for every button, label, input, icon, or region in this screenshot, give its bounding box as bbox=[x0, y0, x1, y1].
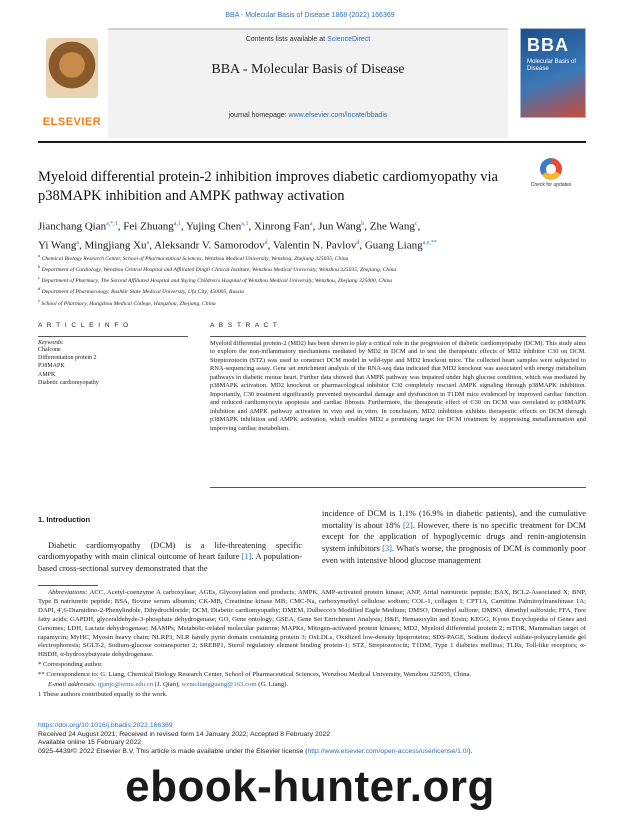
affiliation-text: Department of Cardiology, Wenzhou Central Hospital and Affiliated Dingli Clinical Institute, Wenzhou Medical University, Wenzhou 325035, Zhejiang, China bbox=[41, 267, 397, 274]
author-affil-sup[interactable]: d bbox=[356, 239, 360, 246]
watermark: ebook-hunter.org bbox=[125, 762, 495, 811]
abbreviations-label: Abbreviations: bbox=[48, 589, 88, 596]
journal-name: BBA - Molecular Basis of Disease bbox=[211, 62, 405, 77]
author-affil-sup[interactable]: a bbox=[146, 239, 150, 246]
license-line bbox=[38, 748, 586, 757]
citation-link[interactable]: [1] bbox=[241, 552, 252, 562]
article-info-heading: A R T I C L E I N F O bbox=[38, 322, 130, 329]
abstract-heading: A B S T R A C T bbox=[210, 322, 279, 329]
citation-link[interactable]: [3] bbox=[382, 544, 392, 554]
sciencedirect-link[interactable]: ScienceDirect bbox=[327, 36, 371, 43]
affiliations bbox=[38, 252, 586, 308]
affiliation-sup: c bbox=[38, 275, 40, 281]
license-text: ). bbox=[468, 747, 473, 755]
keyword-item: AMPK bbox=[38, 371, 56, 378]
license-text: 0925-4439/© 2022 Elsevier B.V. This article is made available under the Elsevier license ( bbox=[38, 747, 308, 755]
abstract-text: Myeloid differential protein-2 (MD2) has been shown to play a critical role in the progression of diabetic cardiomyopathy (DCM). This study aims to explore the non-inflammatory mechanisms mediated by MD2 in DCM and to test the therapeutic effects of MD2 inhibitor C30 on DCM. Streptozotocin (STZ) was used to construct DCM model in wild-type and MD2 knockout mice. The collected heart samples were subjected to RNA-sequencing assay. Gene set enrichment analysis of the RNA-seq data indicated that MD2 knockout was associated with energy metabolism pathways in diabetic mouse heart. Further data showed that AMPK pathway was impaired under high glucose condition, which was mediated by p38MAPK activation. MD2 knockout or pharmacological inhibitor C30 completely rescued AMPK signaling through p38MAPK inhibition. Importantly, C30 treatment significantly prevented myocardial damage and dysfunction in T1DM mice evidenced by improved cardiac function and reduced cardiomyocyte apoptosis and cardiac fibrosis. Furthermore, the therapeutic effect of C30 on DCM was correlated to p38MAPK inhibition and AMPK pathway activation in vivo and in vitro. In conclusion, MD2 inhibition exhibits therapeutic effects on DCM through p38MAPK inhibition and AMPK activation, which enables MD2 a promising target for DCM treatment by suppressing metaflammation and improving cardiac metabolism. bbox=[210, 340, 586, 432]
article-title: Myeloid differential protein-2 inhibition improves diabetic cardiomyopathy via p38MAPK inhibition and AMPK pathway activation bbox=[38, 169, 498, 204]
affiliation-sup: e bbox=[38, 297, 40, 303]
footnote-rule bbox=[38, 585, 98, 586]
intro-text: . What's worse, the prognosis of DCM is commonly poor even with intensive blood glucose management bbox=[322, 544, 586, 565]
author-list: Jianchang Qian$^{a,*,1}$, Fei Zhuang$^{a,1}$, Yujing Chen$^{a,1}$, Xinrong Fan$^a$, Jun Wang$^b$, Zhe Wang$^c$, Yi Wang$^a$, Mingjiang Xu$^a$, Aleksandr V. Samorodov$^d$, Valentin N. Pavlov$^d$, Guang Liang$^{a,e,**}$ bbox=[38, 220, 437, 252]
check-updates-icon bbox=[540, 158, 562, 180]
abstract-panel bbox=[210, 322, 586, 433]
correspondence-note: ** Correspondence to: G. Liang, Chemical Biology Research Center, School of Pharmaceutical Sciences, Wenzhou Medical University, Wenzhou 325035, China. bbox=[38, 671, 472, 679]
publication-info bbox=[38, 722, 586, 756]
email-note bbox=[38, 681, 586, 690]
article-info-panel bbox=[38, 322, 188, 387]
email-link[interactable]: qjanjc@wmu.edu.cn bbox=[97, 681, 154, 689]
intro-text: . A population-based cross-sectional survey demonstrated that the bbox=[38, 552, 303, 574]
footnotes bbox=[38, 589, 586, 700]
cover-subtitle: Molecular Basis of Disease bbox=[527, 59, 577, 72]
cover-title: BBA bbox=[527, 35, 569, 55]
affiliation-text: Chemical Biology Research Center, School of Pharmaceutical Sciences, Wenzhou Medical University, Wenzhou, Zhejiang 325035, China bbox=[41, 255, 349, 262]
author-affil-sup[interactable]: a bbox=[309, 221, 313, 227]
email-owner: (G. Liang). bbox=[256, 681, 289, 689]
introduction-heading: 1. Introduction bbox=[38, 515, 91, 524]
author-affil-sup[interactable]: a,*,1 bbox=[106, 221, 118, 227]
author-name[interactable]: Fei Zhuang bbox=[123, 220, 174, 233]
contents-line bbox=[108, 36, 508, 43]
affiliation-item bbox=[38, 252, 586, 263]
author-affil-sup[interactable]: d bbox=[264, 239, 268, 246]
journal-cover-image[interactable] bbox=[520, 28, 586, 118]
corresponding-author-note: * Corresponding author. bbox=[38, 661, 103, 669]
affiliation-text: Department of Pharmacy, The Second Affiliated Hospital and Yuying Children's Hospital of Wenzhou Medical University, Wenzhou, Zhejiang 325000, China bbox=[41, 278, 393, 285]
email-owner: (J. Qian), bbox=[153, 681, 182, 689]
affiliation-text: School of Pharmacy, Hangzhou Medical College, Hangzhou, Zhejiang, China bbox=[41, 300, 216, 307]
equal-contribution-note: 1 These authors contributed equally to the work. bbox=[38, 690, 168, 698]
intro-text: . However, there is no specific treatment for DCM except for the application of hypoglycemic drugs and renin-angiotensin system inhibitors bbox=[322, 520, 587, 554]
check-updates-label: Check for updates bbox=[530, 182, 572, 188]
journal-banner bbox=[108, 28, 508, 138]
intro-right-column bbox=[322, 508, 586, 567]
author-name[interactable]: Jun Wang bbox=[318, 220, 362, 233]
keyword-item: P38MAPK bbox=[38, 363, 65, 370]
author-affil-sup[interactable]: a,e,** bbox=[422, 239, 437, 246]
keyword-item: Differentiation protein 2 bbox=[38, 355, 97, 362]
keywords-label: Keywords: bbox=[38, 340, 64, 346]
author-affil-sup[interactable]: c bbox=[414, 221, 418, 227]
journal-masthead bbox=[38, 28, 586, 138]
intro-left-column bbox=[38, 514, 302, 575]
author-affil-sup[interactable]: b bbox=[361, 221, 365, 227]
citation-link[interactable]: [2] bbox=[403, 520, 413, 530]
running-header[interactable]: BBA - Molecular Basis of Disease 1868 (2022) 166369 bbox=[225, 12, 395, 19]
author-name[interactable]: Aleksandr V. Samorodov bbox=[154, 239, 265, 252]
intro-text: Diabetic cardiomyopathy (DCM) is a life-threatening specific cardiomyopathy with main clinical outcome of heart failure bbox=[38, 540, 302, 562]
homepage-prefix: journal homepage: bbox=[228, 112, 289, 119]
email-label: E-mail addresses: bbox=[48, 681, 97, 689]
available-online: Available online 15 February 2022 bbox=[38, 739, 142, 746]
author-name[interactable]: Valentin N. Pavlov bbox=[272, 239, 357, 252]
doi-link[interactable]: https://doi.org/10.1016/j.bbadis.2022.166369 bbox=[38, 722, 173, 729]
keyword-item: Diabetic cardiomyopathy bbox=[38, 379, 99, 386]
author-name[interactable]: Yujing Chen bbox=[185, 220, 242, 233]
contents-prefix: Contents lists available at bbox=[245, 36, 328, 43]
affiliation-sup: a bbox=[38, 253, 41, 258]
received-dates: Received 24 August 2021; Received in revised form 14 January 2022; Accepted 8 February 2022 bbox=[38, 730, 331, 738]
abbreviations-footnote bbox=[38, 589, 586, 660]
homepage-link[interactable]: www.elsevier.com/locate/bbadis bbox=[288, 112, 388, 119]
elsevier-logo[interactable] bbox=[38, 38, 106, 128]
elsevier-logo-text: ELSEVIER bbox=[42, 116, 102, 128]
affiliation-sup: d bbox=[38, 286, 41, 292]
abstract-rule bbox=[210, 336, 586, 337]
author-name[interactable]: Zhe Wang bbox=[369, 220, 415, 233]
affiliation-item bbox=[38, 274, 586, 285]
author-name[interactable]: Jianchang Qian bbox=[38, 220, 107, 233]
intro-text: incidence of DCM is 1.1% (16.9% in diabetic patients), and the cumulative mortality is about 18% bbox=[322, 509, 586, 530]
author-name[interactable]: Yi Wang bbox=[38, 239, 77, 252]
author-affil-sup[interactable]: a,1 bbox=[173, 221, 181, 227]
author-affil-sup[interactable]: a,1 bbox=[241, 221, 249, 227]
abbreviations-text: ACC, Acetyl-coenzyme A carboxylase; AGEs, Glycosylation end products; AMPK, AMP-activated protein kinase; ANP, Atrial natriuretic peptide; BAX, BCL2-Associated X; BNP, Type B natriuretic peptide; BSA, Bovine serum albumin; CK-MB, Creatinine kinase MB; CMC-Na, carboxymethyl cellulose sodium; COL-1, collagen I; CPT1A, Carnitine Palmitoyltransferase 1A; DAPI, 4',6-Diamidino-2-Phenylindole, Dihydrochloride; DCM, Diabetic cardiomyopathy; DMEM, Dulbecco's Modified Eagle Medium; DMSO, Dimethyl sulfone; DMSO, dimethyl sulfoxide; FFA, Free fatty acids; GAPDH, glyceraldehyde-3-phosphate dehydrogenase; GO, Gene ontology; GSEA, Gene Set Enrichment Analysis; H&E, Hematoxylin and Eosin; KEGG, Kyoto Encyclopedia of Genes and Genomes; LDH, Lactate dehydrogenase; MAMPs, Metabolic-related molecular patterns; MAPKs, Mitogen-activated protein kinases; MD2, Myeloid differential protein 2; mTOR, Mammalian target of rapamycin; MyHC, Myosin heavy chain; NLRP3, NLR family pyrin domain containing protein 3; OxLDLs, Oxidized low-density lipoproteins; SDS-PAGE, Sodium dodecyl sulfate-polyacrylamide gel electrophoresis; SGLT-2, Sodium-glucose cotransporter 2; SREBP1, Sterol regulatory element binding protein-1; STZ, Streptozotocin; T1DM, Type 1 diabetes mellitus; TLRs, Toll-like receptors; α-HBDH, α-hydroxybutyrate dehydrogenase. bbox=[38, 589, 586, 659]
masthead-divider bbox=[38, 141, 586, 143]
journal-homepage bbox=[108, 112, 508, 119]
article-info-rule bbox=[38, 336, 188, 337]
abstract-bottom-rule bbox=[210, 487, 586, 488]
elsevier-tree-icon bbox=[46, 38, 98, 98]
email-link[interactable]: wzmcliangguang@163.com bbox=[181, 681, 257, 689]
license-link[interactable]: http://www.elsevier.com/open-access/userlicense/1.0/ bbox=[307, 747, 469, 755]
affiliation-sup: b bbox=[38, 264, 41, 270]
author-name[interactable]: Mingjiang Xu bbox=[84, 239, 147, 252]
affiliation-text: Department of Pharmacology, Bashkir State Medical University, Ufa City, 450005, Russia bbox=[41, 289, 244, 296]
affiliation-item bbox=[38, 285, 586, 296]
author-name[interactable]: Xinrong Fan bbox=[253, 220, 310, 233]
check-for-updates-button[interactable] bbox=[530, 158, 572, 198]
author-affil-sup[interactable]: a bbox=[76, 239, 79, 246]
affiliation-item bbox=[38, 297, 586, 308]
author-name[interactable]: Guang Liang bbox=[364, 239, 423, 252]
keyword-item: Chalcone bbox=[38, 347, 61, 353]
affiliation-item bbox=[38, 263, 586, 274]
